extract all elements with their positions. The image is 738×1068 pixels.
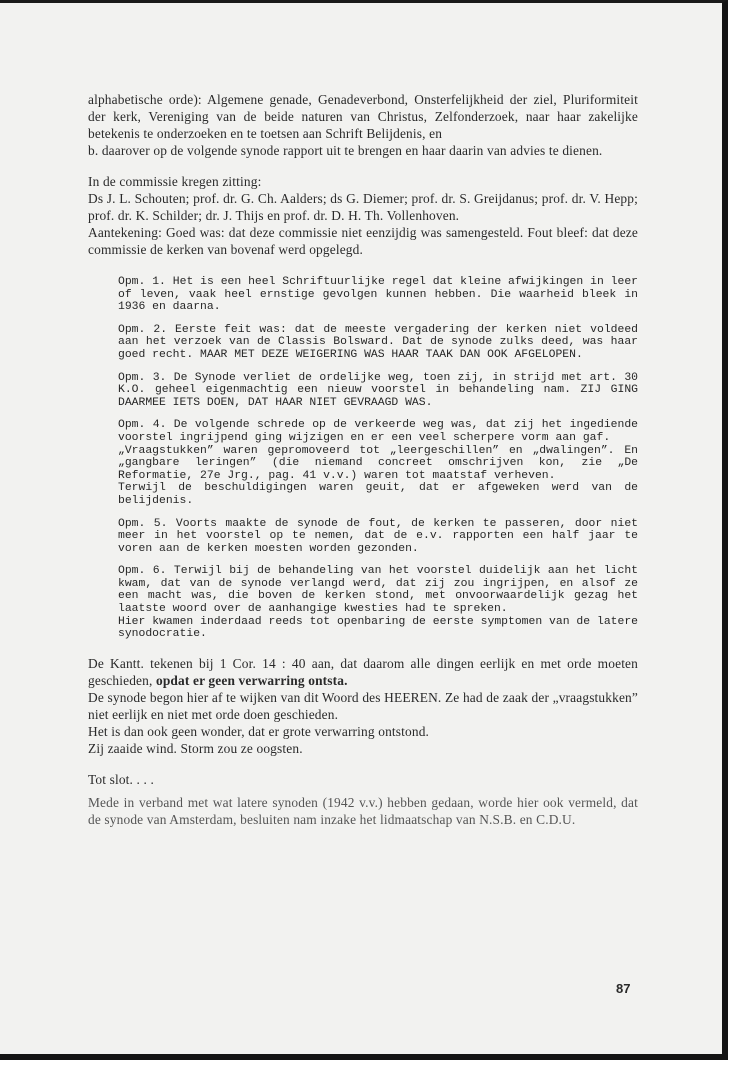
note-opm-4-continued: „Vraagstukken” waren gepromoveerd tot „leergeschillen” en „dwalingen”. En „gangbare leringen” (die niemand concreet omschrijven kon, zie „De Reformatie, 27e Jrg., pag. 41 v.v.) waren tot maatstaf verheven.	[118, 444, 638, 482]
page-content	[88, 91, 638, 828]
note-opm-2: Opm. 2. Eerste feit was: dat de meeste vergadering der kerken niet voldeed aan het verzoek van de Classis Bolsward. Dat de synode zulks deed, was haar goed recht. MAAR MET DEZE WEIGERING WAS HAAR TAAK DAN OOK AFGELOPEN.	[118, 323, 638, 361]
paragraph-commissie-members: Ds J. L. Schouten; prof. dr. G. Ch. Aalders; ds G. Diemer; prof. dr. S. Greijdanus; prof. dr. V. Hepp; prof. dr. K. Schilder; dr. J. Thijs en prof. dr. D. H. Th. Vollenhoven.	[88, 191, 638, 223]
note-opm-6-end: Hier kwamen inderdaad reeds tot openbaring de eerste symptomen van de latere synodocratie.	[118, 615, 638, 641]
paragraph-b-daarover: b. daarover op de volgende synode rapport uit te brengen en haar daarin van advies te dienen.	[88, 143, 603, 158]
paragraph-commissie-heading: In de commissie kregen zitting:	[88, 174, 262, 189]
paragraph-alphabetische: alphabetische orde): Algemene genade, Genadeverbond, Onsterfelijkheid der ziel, Pluriformiteit der kerk, Vereniging van de beide naturen van Christus, Zelfonderzoek, naar haar zakelijke betekenis te onderzoeken en te toetsen aan Schrift Belijdenis, en	[88, 92, 638, 141]
paragraph-kantt	[88, 655, 638, 689]
paragraph-wind: Zij zaaide wind. Storm zou ze oogsten.	[88, 740, 303, 756]
paragraph-tot-slot: Tot slot. . . .	[88, 771, 155, 787]
note-opm-4-end: Terwijl de beschuldigingen waren geuit, dat er afgeweken werd van de belijdenis.	[118, 482, 638, 507]
note-opm-1: Opm. 1. Het is een heel Schriftuurlijke regel dat kleine afwijkingen in leer of leven, vaak heel ernstige gevolgen kunnen hebben. Die waarheid bleek in 1936 en daarna.	[118, 276, 638, 314]
page-number: 87	[616, 981, 631, 996]
paragraph-mede: Mede in verband met wat latere synoden (1942 v.v.) hebben gedaan, worde hier ook vermeld, dat de synode van Amsterdam, besluiten nam inzake het lidmaatschap van N.S.B. en C.D.U.	[88, 794, 638, 827]
kantt-text: De Kantt. tekenen bij 1 Cor. 14 : 40 aan, dat daarom alle dingen eerlijk en met orde moeten geschieden,	[88, 655, 638, 688]
note-opm-3: Opm. 3. De Synode verliet de ordelijke weg, toen zij, in strijd met art. 30 K.O. geheel eigenmachtig een nieuw voorstel in behandeling nam. ZIJ GING DAARMEE IETS DOEN, DAT HAAR NIET GEVRAAGD WAS.	[118, 371, 638, 409]
paragraph-synode-begon: De synode begon hier af te wijken van dit Woord des HEEREN. Ze had de zaak der „vraagstukken” niet eerlijk en niet met orde doen geschieden.	[88, 689, 638, 722]
note-opm-4: Opm. 4. De volgende schrede op de verkeerde weg was, dat zij het ingediende voorstel ingrijpend ging wijzigen en er een veel scherpere vorm aan gaf.	[118, 419, 638, 444]
note-opm-6: Opm. 6. Terwijl bij de behandeling van het voorstel duidelijk aan het licht kwam, dat van de synode verlangd werd, dat zij zou ingrijpen, en alsof ze een macht was, die boven de kerken stond, met onvoorwaardelijk gezag het laatste woord over de aanhangige kwesties had te spreken.	[118, 565, 638, 616]
paragraph-aantekening: Aantekening: Goed was: dat deze commissie niet eenzijdig was samengesteld. Fout bleef: dat deze commissie de kerken van bovenaf werd opgelegd.	[88, 225, 638, 257]
note-opm-5: Opm. 5. Voorts maakte de synode de fout, de kerken te passeren, door niet meer in het voorstel op te nemen, dat de e.v. rapporten een half jaar te voren aan de kerken moesten worden gezonden.	[118, 517, 638, 555]
kantt-bold-text: opdat er geen verwarring ontsta.	[155, 672, 348, 688]
paragraph-geen-wonder: Het is dan ook geen wonder, dat er grote verwarring ontstond.	[88, 723, 430, 739]
